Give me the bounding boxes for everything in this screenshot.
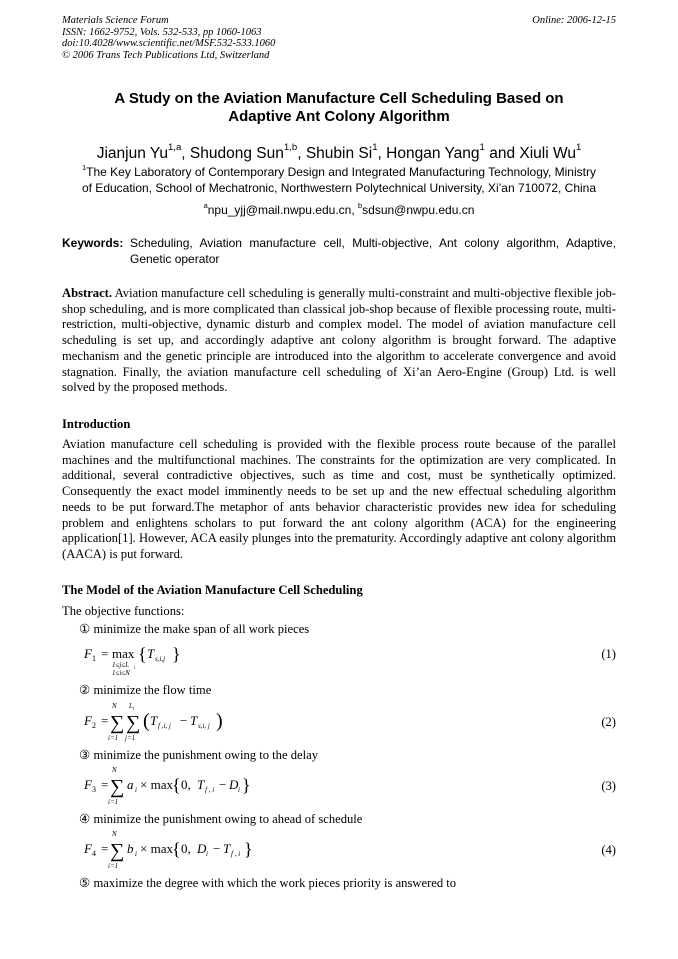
eq3-sum: ∑ (110, 776, 125, 798)
eq4-lhs-sub: 4 (92, 849, 96, 858)
eq3-brace-right: } (242, 775, 251, 795)
eq2-sum1-top: N (112, 702, 117, 710)
eq1-lhs: F (84, 646, 92, 661)
eq2-lhs-sub: 2 (92, 721, 96, 730)
eq2-paren-left: ( (143, 710, 150, 732)
eq2-t2-sub: s,i, j (198, 722, 210, 730)
eq1-body-sub: s,i,j (155, 655, 166, 663)
eq4-lhs: F (84, 841, 92, 856)
author-name: Jianjun Yu (96, 145, 168, 162)
eq3-equals: = (101, 777, 109, 792)
eq1-lhs-sub: 1 (92, 654, 96, 663)
affiliation (62, 162, 616, 196)
eq2-sum2-top: L (129, 702, 133, 710)
eq2-t1-sub: f ,i, j (158, 722, 171, 730)
eq3-sum-bottom: i=1 (108, 798, 119, 806)
objective-item-4: ④ minimize the punishment owing to ahead of schedule (79, 812, 363, 826)
keywords-label: Keywords: (62, 236, 124, 250)
eq1-max: max (112, 646, 135, 661)
author-emails (62, 200, 616, 217)
author-separator: and (484, 145, 520, 162)
eq4-sum-top: N (112, 830, 117, 838)
objective-item-3: ③ minimize the punishment owing to the delay (79, 748, 318, 762)
title-line-2: Adaptive Ant Colony Algorithm (228, 108, 450, 125)
equation-4 (80, 830, 320, 879)
introduction-text: Aviation manufacture cell scheduling is provided with the flexible process route because of the parallel machines and the multifunctional machines. The constraints for the optimization are very complicated. In additional, several contradictive objectives, such as time and cost, must be synthetically optimized. Consequently the exact model imminently needs to be set up and the new effectual scheduling algorithm needs to be put forward.The metaphor of ants behavior characteristic provides new idea for scheduling problem and enlightens scholars to put forward the ant colony algorithm (ACA) for the engineering application[1]. However, ACA easily plunges into the prematurity. Accordingly adaptive ant colony algorithm (AACA) is put forward. (62, 437, 616, 561)
email-b: sdsun@nwpu.edu.cn (362, 203, 475, 217)
equation-3 (80, 766, 320, 815)
eq1-body: T (147, 646, 155, 661)
paper-title (62, 90, 616, 126)
author-affil-sup: 1 (372, 141, 378, 153)
equation-2 (80, 702, 300, 751)
eq3-t: T (197, 777, 205, 792)
journal-header (62, 15, 616, 61)
eq4-d: D (197, 841, 207, 856)
author-affil-sup: 1,b (283, 141, 298, 153)
objective-item-1: ① minimize the make span of all work pieces (79, 622, 310, 636)
author-list (62, 141, 616, 163)
email-a: npu_yjj@mail.nwpu.edu.cn, (207, 203, 358, 217)
eq1-limit-1: 1≤j≤L (112, 661, 130, 669)
eq4-sum: ∑ (110, 840, 125, 862)
equation-1 (80, 638, 280, 685)
eq4-t-sub: f , i (231, 850, 241, 858)
doi-line: doi:10.4028/www.scientific.net/MSF.532-533.1060 (62, 38, 276, 49)
eq3-minus: − (219, 777, 227, 792)
author-name: Hongan Yang (386, 145, 480, 162)
author-affil-sup: 1,a (167, 141, 182, 153)
eq2-t2: T (190, 713, 198, 728)
eq3-sum-top: N (112, 766, 117, 774)
equation-number-2: (2) (601, 715, 616, 729)
journal-name: Materials Science Forum (62, 15, 169, 26)
author-name: Xiuli Wu (519, 145, 576, 162)
eq4-sum-bottom: i=1 (108, 862, 119, 870)
objective-item-5: ⑤ maximize the degree with which the work pieces priority is answered to (79, 876, 457, 890)
eq3-d-sub: i (238, 786, 240, 794)
eq3-brace-left: { (172, 775, 181, 795)
equation-number-4: (4) (601, 843, 616, 857)
affiliation-line-2: of Education, School of Mechatronic, Northwestern Polytechnical University, Xi’an 710072, China (81, 180, 597, 195)
objective-item-2: ② minimize the flow time (79, 683, 212, 697)
affiliation-line-1: The Key Laboratory of Contemporary Design and Integrated Manufacturing Technology, Ministry (86, 165, 596, 179)
email-sup-b: b (358, 200, 363, 210)
equation-number-1: (1) (601, 647, 616, 661)
abstract-text: Aviation manufacture cell scheduling is generally multi-constraint and multi-objective flexible job-shop scheduling, and is more complicated than classical job-shop because of flexible processing route, multi-restriction, multi-objective, dynamic disturb and complex model. The model of aviation manufacture cell scheduling is set up, and accordingly adaptive ant colony algorithm is brought forward. The adaptive mechanism and the genetic principle are introduced into the algorithm to accelerate convergence and avoid stagnation. Finally, the aviation manufacture cell scheduling of Xi’an Aero-Engine (Group) Ltd. is well solved by the proposed methods. (62, 286, 616, 395)
eq1-limit-2: 1≤i≤N (112, 669, 130, 677)
eq4-t: T (223, 841, 231, 856)
eq4-zero: 0, (181, 841, 191, 856)
eq3-t-sub: f , i (205, 786, 215, 794)
title-line-1: A Study on the Aviation Manufacture Cell Scheduling Based on (114, 90, 564, 107)
eq4-minus: − (213, 841, 221, 856)
affiliation-sup: 1 (82, 162, 87, 172)
eq2-sum1: ∑ (110, 712, 125, 734)
author-name: Shubin Si (305, 145, 373, 162)
eq2-t1: T (150, 713, 158, 728)
eq1-equals: = (101, 646, 109, 661)
author-affil-sup: 1 (479, 141, 485, 153)
eq1-limit-1-sub: i (134, 666, 136, 671)
author-separator: , (181, 145, 190, 162)
author-name: Shudong Sun (189, 145, 284, 162)
eq3-times-max: × max (140, 777, 173, 792)
keywords-text: Scheduling, Aviation manufacture cell, Multi-objective, Ant colony algorithm, Adaptive, Genetic operator (130, 236, 616, 266)
eq2-sum2-bottom: j=1 (125, 734, 136, 742)
eq3-coef: a (127, 777, 134, 792)
eq3-coef-sub: i (135, 786, 137, 794)
objective-intro: The objective functions: (62, 604, 185, 618)
introduction-heading: Introduction (62, 417, 131, 431)
eq4-coef: b (127, 841, 134, 856)
eq4-brace-left: { (172, 839, 181, 859)
equation-number-3: (3) (601, 779, 616, 793)
email-sup-a: a (203, 200, 208, 210)
eq2-lhs: F (84, 713, 92, 728)
online-date: Online: 2006-12-15 (532, 15, 616, 26)
author-separator: , (377, 145, 387, 162)
eq1-brace-left: { (138, 644, 147, 664)
eq2-sum2: ∑ (126, 712, 141, 734)
eq4-times-max: × max (140, 841, 173, 856)
eq2-sum2-top-sub: i (133, 707, 135, 712)
eq4-brace-right: } (244, 839, 253, 859)
author-separator: , (297, 145, 306, 162)
abstract-label: Abstract. (62, 286, 113, 300)
eq4-coef-sub: i (135, 850, 137, 858)
eq2-sum1-bottom: i=1 (108, 734, 119, 742)
model-heading: The Model of the Aviation Manufacture Cell Scheduling (62, 583, 363, 597)
copyright-line: © 2006 Trans Tech Publications Ltd, Switzerland (62, 49, 270, 61)
eq3-lhs: F (84, 777, 92, 792)
eq2-equals: = (101, 713, 109, 728)
author-affil-sup: 1 (575, 141, 582, 153)
eq3-zero: 0, (181, 777, 191, 792)
eq4-d-sub: i (206, 850, 208, 858)
eq2-paren-right: ) (216, 710, 223, 732)
eq2-minus: − (180, 713, 188, 728)
issn-line: ISSN: 1662-9752, Vols. 532-533, pp 1060-1063 (62, 26, 262, 38)
eq4-equals: = (101, 841, 109, 856)
eq1-brace-right: } (172, 644, 181, 664)
eq3-d: D (229, 777, 239, 792)
abstract (62, 286, 616, 396)
eq3-lhs-sub: 3 (92, 785, 96, 794)
